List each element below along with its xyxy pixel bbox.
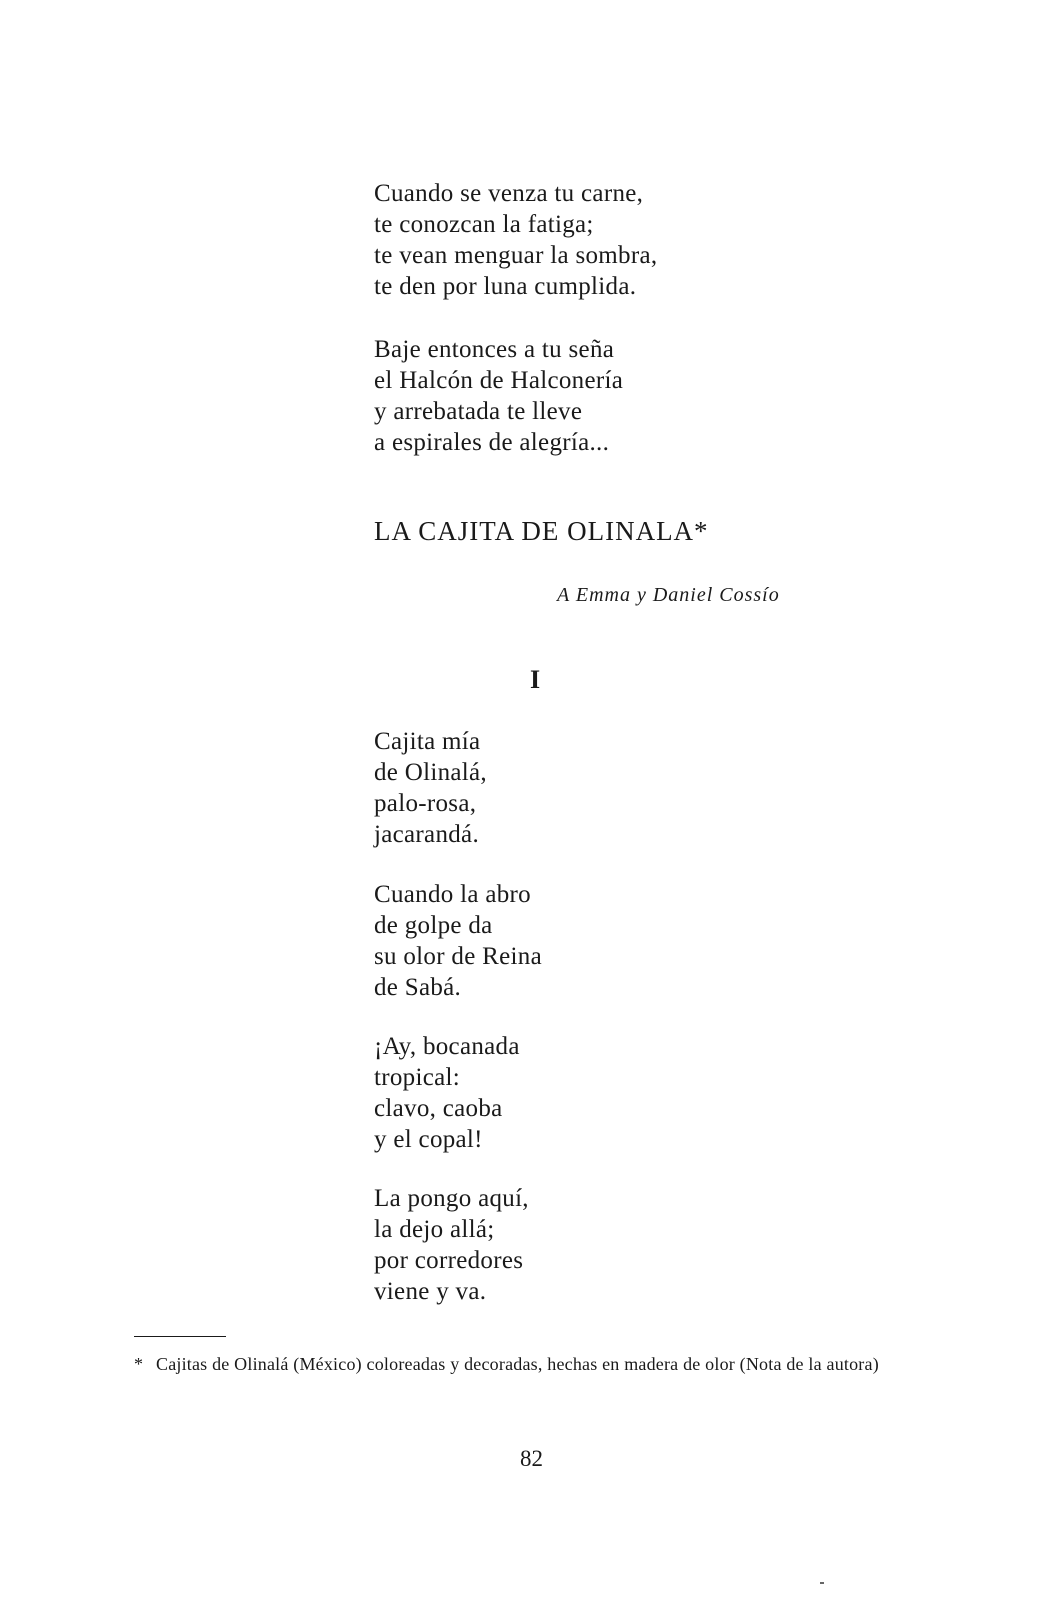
footnote-mark: * xyxy=(134,1354,144,1374)
stanza-3 xyxy=(374,726,487,850)
footnote-divider xyxy=(134,1336,226,1337)
verse-line: clavo, caoba xyxy=(374,1095,503,1122)
stanza-6 xyxy=(374,1183,529,1307)
stanza-4 xyxy=(374,879,542,1003)
poem-dedication: A Emma y Daniel Cossío xyxy=(557,584,780,606)
verse-line: Cuando se venza tu carne, xyxy=(374,180,644,207)
verse-line: te conozcan la fatiga; xyxy=(374,211,594,238)
verse-line: palo-rosa, xyxy=(374,790,477,817)
verse-line: el Halcón de Halconería xyxy=(374,367,624,394)
stanza-5 xyxy=(374,1031,520,1155)
verse-line: su olor de Reina xyxy=(374,943,542,970)
verse-line: de Sabá. xyxy=(374,974,462,1001)
verse-line: Cajita mía xyxy=(374,728,481,755)
stanza-1 xyxy=(374,178,657,302)
section-number: I xyxy=(530,665,541,694)
page-number: 82 xyxy=(520,1446,543,1471)
scan-speck xyxy=(820,1582,824,1584)
verse-line: de Olinalá, xyxy=(374,759,487,786)
footnote-text: Cajitas de Olinalá (México) coloreadas y decoradas, hechas en madera de olor (Nota de la autora) xyxy=(156,1354,879,1374)
verse-line: ¡Ay, bocanada xyxy=(374,1033,520,1060)
verse-line: Baje entonces a tu seña xyxy=(374,336,615,363)
verse-line: te vean menguar la sombra, xyxy=(374,242,658,269)
verse-line: te den por luna cumplida. xyxy=(374,273,637,300)
verse-line: y arrebatada te lleve xyxy=(374,398,583,425)
stanza-2 xyxy=(374,334,623,458)
verse-line: Cuando la abro xyxy=(374,881,531,908)
poem-title: LA CAJITA DE OLINALA* xyxy=(374,516,709,546)
verse-line: La pongo aquí, xyxy=(374,1185,529,1212)
verse-line: y el copal! xyxy=(374,1126,483,1153)
verse-line: tropical: xyxy=(374,1064,461,1091)
verse-line: de golpe da xyxy=(374,912,493,939)
verse-line: jacarandá. xyxy=(374,821,480,848)
verse-line: por corredores xyxy=(374,1247,524,1274)
verse-line: viene y va. xyxy=(374,1278,487,1305)
verse-line: a espirales de alegría... xyxy=(374,429,610,456)
footnote xyxy=(134,1352,946,1377)
verse-line: la dejo allá; xyxy=(374,1216,495,1243)
